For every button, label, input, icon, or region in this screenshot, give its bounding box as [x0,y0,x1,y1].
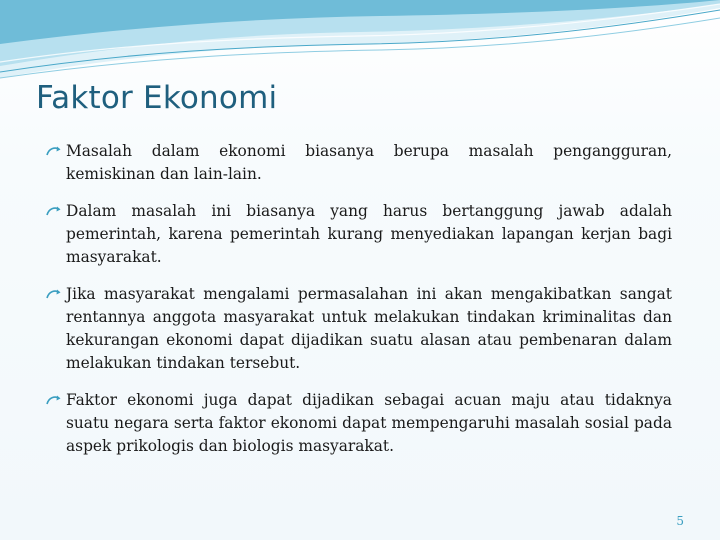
bullet-item-2 [46,200,672,269]
curved-arrow-bullet-icon [46,394,62,406]
bullet-text-4: Faktor ekonomi juga dapat dijadikan sebagai acuan maju atau tidaknya suatu negara serta faktor ekonomi dapat mempengaruhi masalah sosial pada aspek prikologis dan biologis masyarakat. [66,391,672,455]
curved-arrow-bullet-icon [46,145,62,157]
bullet-item-1 [46,140,672,186]
slide-title: Faktor Ekonomi [36,80,278,116]
bullet-text-1: Masalah dalam ekonomi biasanya berupa masalah pengangguran, kemiskinan dan lain-lain. [66,142,672,183]
page-number: 5 [676,514,684,528]
curved-arrow-bullet-icon [46,288,62,300]
bullet-item-4 [46,389,672,458]
decorative-wave-header [0,0,720,80]
bullet-text-3: Jika masyarakat mengalami permasalahan ini akan mengakibatkan sangat rentannya anggota masyarakat untuk melakukan tindakan kriminalitas dan kekurangan ekonomi dapat dijadikan suatu alasan atau pembenaran dalam melakukan tindakan tersebut. [66,285,672,372]
curved-arrow-bullet-icon [46,205,62,217]
bullet-text-2: Dalam masalah ini biasanya yang harus bertanggung jawab adalah pemerintah, karena pemerintah kurang menyediakan lapangan kerjan bagi masyarakat. [66,202,672,266]
bullet-list [46,140,672,472]
bullet-item-3 [46,283,672,375]
